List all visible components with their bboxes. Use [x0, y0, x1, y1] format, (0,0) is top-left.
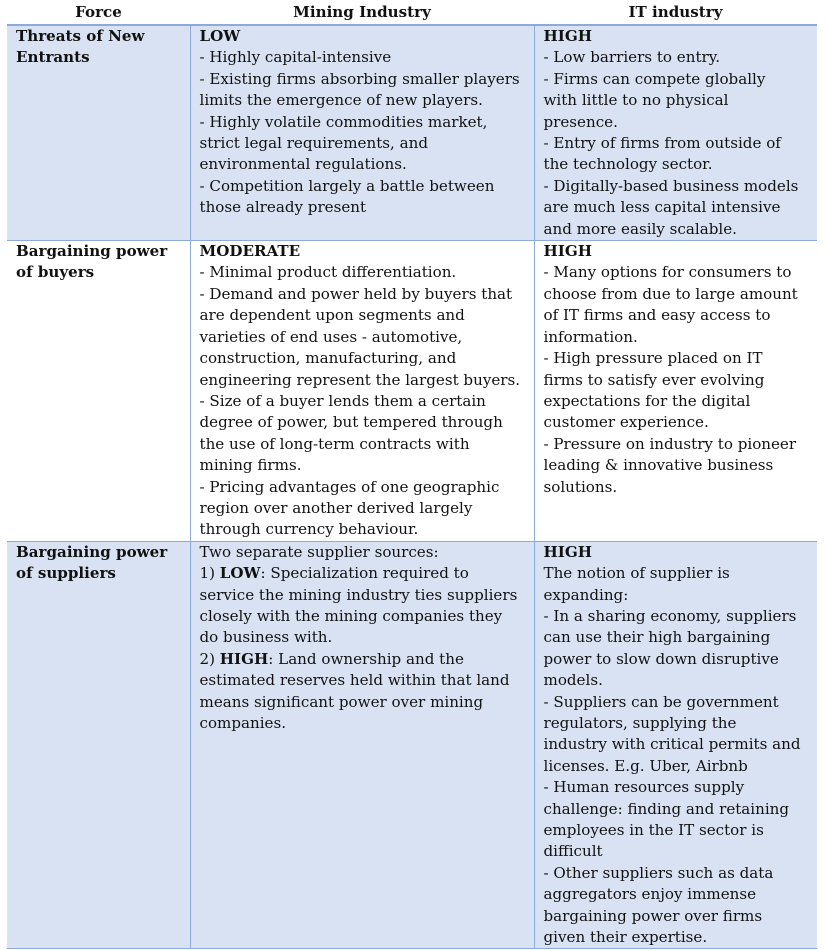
text-line: the use of long-term contracts with — [199, 434, 470, 453]
text-line: solutions. — [543, 477, 618, 496]
text-line: are dependent upon segments and — [199, 306, 465, 325]
text-line: customer experience. — [543, 413, 709, 432]
text-line: the technology sector. — [543, 155, 713, 174]
porters-five-forces-table — [7, 2, 817, 949]
text-line: - Entry of firms from outside of — [543, 134, 781, 153]
header-mining-industry: Mining Industry — [190, 2, 534, 25]
mining-cell — [190, 541, 534, 949]
header-force: Force — [7, 2, 190, 25]
text-line: - Size of a buyer lends them a certain — [199, 391, 486, 410]
text-line: construction, manufacturing, and — [199, 349, 457, 368]
text-line: - Other suppliers such as data — [543, 863, 774, 882]
text-line: - Demand and power held by buyers that — [199, 284, 513, 303]
text-line: - Human resources supply — [543, 778, 745, 797]
text-line: those already present — [199, 198, 367, 217]
text-line: choose from due to large amount — [543, 284, 798, 303]
rating-label: HIGH — [543, 242, 592, 261]
row-bargaining-power-of-buyers — [7, 241, 817, 542]
item-text: : Land ownership and the — [268, 649, 464, 668]
rating-label: LOW — [199, 27, 241, 45]
text-line: The notion of supplier is — [543, 564, 730, 583]
text-line: expectations for the digital — [543, 391, 751, 410]
text-line: difficult — [543, 842, 603, 861]
text-line: - Existing firms absorbing smaller players — [199, 69, 520, 88]
text-line: closely with the mining companies they — [199, 606, 503, 625]
text-line: - In a sharing economy, suppliers — [543, 606, 797, 625]
rating-label: HIGH — [543, 542, 592, 561]
text-line: can use their high bargaining — [543, 628, 771, 647]
text-line: employees in the IT sector is — [543, 821, 764, 840]
rating-label: HIGH — [219, 649, 269, 668]
text-line: bargaining power over firms — [543, 906, 763, 925]
text-line: means significant power over mining — [199, 692, 484, 711]
text-line: leading & innovative business — [543, 456, 774, 475]
mining-cell — [190, 241, 534, 542]
text-line: companies. — [199, 714, 287, 732]
rating-label: MODERATE — [199, 242, 301, 261]
rating-label: LOW — [219, 564, 261, 583]
force-label-line: Entrants — [16, 48, 90, 67]
text-line: are much less capital intensive — [543, 198, 781, 217]
text-line: given their expertise. — [543, 928, 708, 947]
force-label-line: Bargaining power — [16, 242, 168, 261]
item-number: 1) — [199, 564, 220, 583]
text-line: - Suppliers can be government — [543, 692, 779, 711]
force-cell — [7, 241, 190, 542]
text-line: - High pressure placed on IT — [543, 349, 763, 368]
it-cell — [534, 25, 817, 241]
text-line: information. — [543, 327, 638, 346]
text-line: estimated reserves held within that land — [199, 671, 510, 690]
text-line: presence. — [543, 112, 618, 131]
text-line: and more easily scalable. — [543, 219, 737, 238]
text-line: with little to no physical — [543, 91, 729, 110]
force-cell — [7, 541, 190, 949]
text-line: do business with. — [199, 628, 333, 647]
text-line: aggregators enjoy immense — [543, 885, 757, 904]
text-line: industry with critical permits and — [543, 735, 801, 754]
text-line: - Low barriers to entry. — [543, 48, 721, 67]
force-label-line: of suppliers — [16, 564, 116, 583]
force-cell — [7, 25, 190, 241]
text-line: - Minimal product differentiation. — [199, 263, 457, 282]
supplier-item-low — [200, 563, 526, 584]
force-label-line: Threats of New — [16, 27, 145, 45]
text-line: of IT firms and easy access to — [543, 306, 771, 325]
force-label-line: of buyers — [16, 263, 95, 282]
text-line: - Digitally-based business models — [543, 176, 799, 195]
text-line: varieties of end uses - automotive, — [199, 327, 463, 346]
text-line: - Competition largely a battle between — [199, 176, 495, 195]
header-it-industry: IT industry — [534, 2, 817, 25]
text-line: environmental regulations. — [199, 155, 407, 174]
text-line: - Many options for consumers to — [543, 263, 792, 282]
item-text: : Specialization required to — [260, 564, 469, 583]
text-line: power to slow down disruptive — [543, 649, 779, 668]
text-line: regulators, supplying the — [543, 714, 737, 732]
row-bargaining-power-of-suppliers — [7, 541, 817, 949]
text-line: Two separate supplier sources: — [199, 542, 439, 561]
text-line: - Pressure on industry to pioneer — [543, 434, 797, 453]
item-number: 2) — [199, 649, 220, 668]
text-line: - Firms can compete globally — [543, 69, 766, 88]
text-line: expanding: — [543, 585, 629, 604]
text-line: degree of power, but tempered through — [199, 413, 503, 432]
text-line: licenses. E.g. Uber, Airbnb — [543, 756, 748, 775]
text-line: - Pricing advantages of one geographic — [199, 477, 500, 496]
text-line: mining firms. — [199, 456, 302, 475]
text-line: challenge: finding and retaining — [543, 799, 790, 818]
rating-label: HIGH — [543, 27, 592, 45]
text-line: models. — [543, 671, 603, 690]
text-line: - Highly capital-intensive — [199, 48, 392, 67]
header-row — [7, 2, 817, 25]
force-label-line: Bargaining power — [16, 542, 168, 561]
text-line: through currency behaviour. — [199, 520, 419, 539]
text-line: region over another derived largely — [199, 498, 473, 517]
supplier-item-high — [200, 649, 526, 670]
text-line: engineering represent the largest buyers. — [199, 370, 521, 389]
row-threat-of-new-entrants — [7, 25, 817, 241]
text-line: firms to satisfy ever evolving — [543, 370, 765, 389]
text-line: limits the emergence of new players. — [199, 91, 483, 110]
it-cell — [534, 541, 817, 949]
text-line: service the mining industry ties suppliers — [199, 585, 518, 604]
it-cell — [534, 241, 817, 542]
text-line: - Highly volatile commodities market, — [199, 112, 488, 131]
text-line: strict legal requirements, and — [199, 134, 428, 153]
mining-cell — [190, 25, 534, 241]
